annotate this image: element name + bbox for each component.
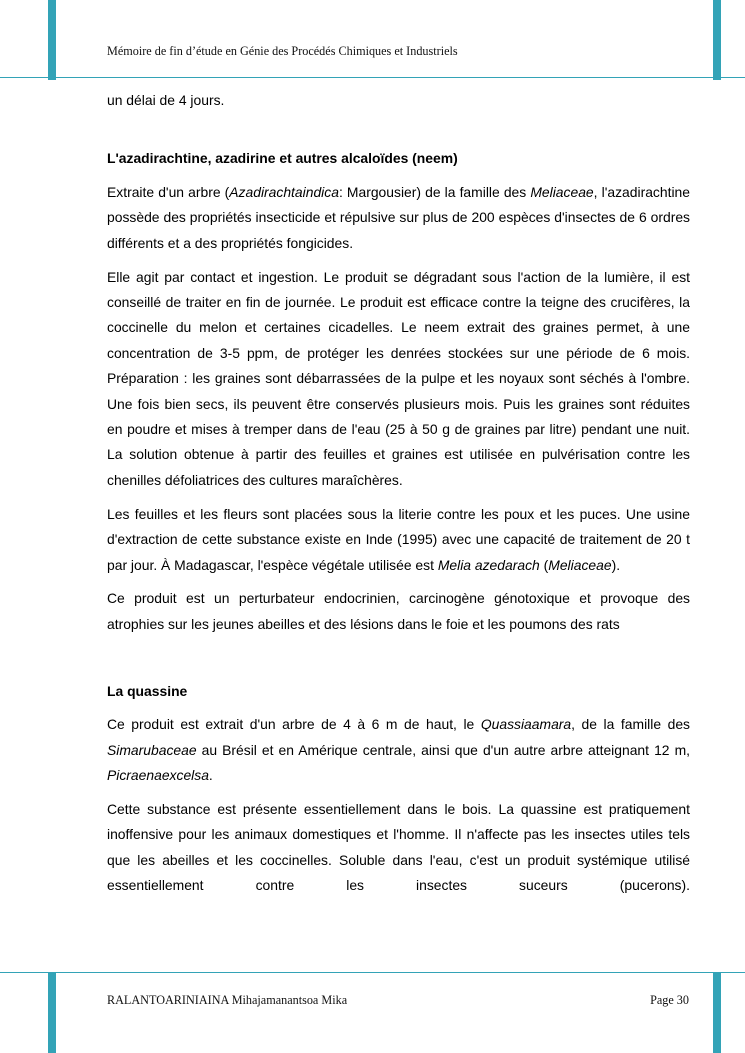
paragraph: Extraite d'un arbre (Azadirachtaindica: Margousier) de la famille des Meliaceae, l'azadirachtine possède des propriétés insecticide et répulsive sur plus de 200 espèces d'insectes de 6 ordres différents et a des propriétés fongicides. (107, 183, 690, 251)
header-right-bar (713, 0, 721, 80)
page-number: Page 30 (650, 993, 689, 1007)
header-rule (0, 77, 745, 78)
footer-left-bar (48, 972, 56, 1053)
page-body (107, 88, 690, 907)
footer-right-bar (713, 972, 721, 1053)
running-header: Mémoire de fin d’étude en Génie des Procédés Chimiques et Industriels (107, 44, 458, 58)
paragraph: Ce produit est extrait d'un arbre de 4 à 6 m de haut, le Quassiaamara, de la famille des Simarubaceae au Brésil et en Amérique centrale, ainsi que d'un autre arbre atteignant 12 m, Picraenaexcelsa. (107, 716, 690, 783)
section-heading-quassine: La quassine (107, 682, 188, 699)
paragraph: Elle agit par contact et ingestion. Le produit se dégradant sous l'action de la lumière, il est conseillé de traiter en fin de journée. Le produit est efficace contre la teigne des crucifères, la coccinelle du melon et certaines cicadelles. Le neem extrait des graines permet, à une concentration de 3-5 ppm, de protéger les denrées stockées sur une période de 6 mois. Préparation : les graines sont débarrassées de la pulpe et les noyaux sont séchés à l'ombre. Une fois bien secs, ils peuvent être conservés plusieurs mois. Puis les graines sont réduites en poudre et mises à tremper dans de l'eau (25 à 50 g de graines par litre) pendant une nuit. La solution obtenue à partir des feuilles et graines est utilisée en pulvérisation contre les chenilles défoliatrices des cultures maraîchères. (107, 268, 690, 488)
footer-rule (0, 972, 745, 973)
footer-author: RALANTOARINIAINA Mihajamanantsoa Mika (107, 993, 348, 1007)
paragraph: Cette substance est présente essentiellement dans le bois. La quassine est pratiquement inoffensive pour les animaux domestiques et l'homme. Il n'affecte pas les insectes utiles tels que les abeilles et les coccinelles. Soluble dans l'eau, c'est un produit systémique utilisé essentiellement contre les insectes suceurs (pucerons). (107, 800, 690, 894)
header-left-bar (48, 0, 56, 80)
section-heading-neem: L'azadirachtine, azadirine et autres alcaloïdes (neem) (107, 150, 458, 167)
paragraph: Les feuilles et les fleurs sont placées sous la literie contre les poux et les puces. Une usine d'extraction de cette substance existe en Inde (1995) avec une capacité de traitement de 20 t par jour. À Madagascar, l'espèce végétale utilisée est Melia azedarach (Meliaceae). (107, 505, 690, 573)
intro-text: un délai de 4 jours. (107, 92, 225, 108)
paragraph: Ce produit est un perturbateur endocrinien, carcinogène génotoxique et provoque des atrophies sur les jeunes abeilles et des lésions dans le foie et les poumons des rats (107, 590, 690, 632)
